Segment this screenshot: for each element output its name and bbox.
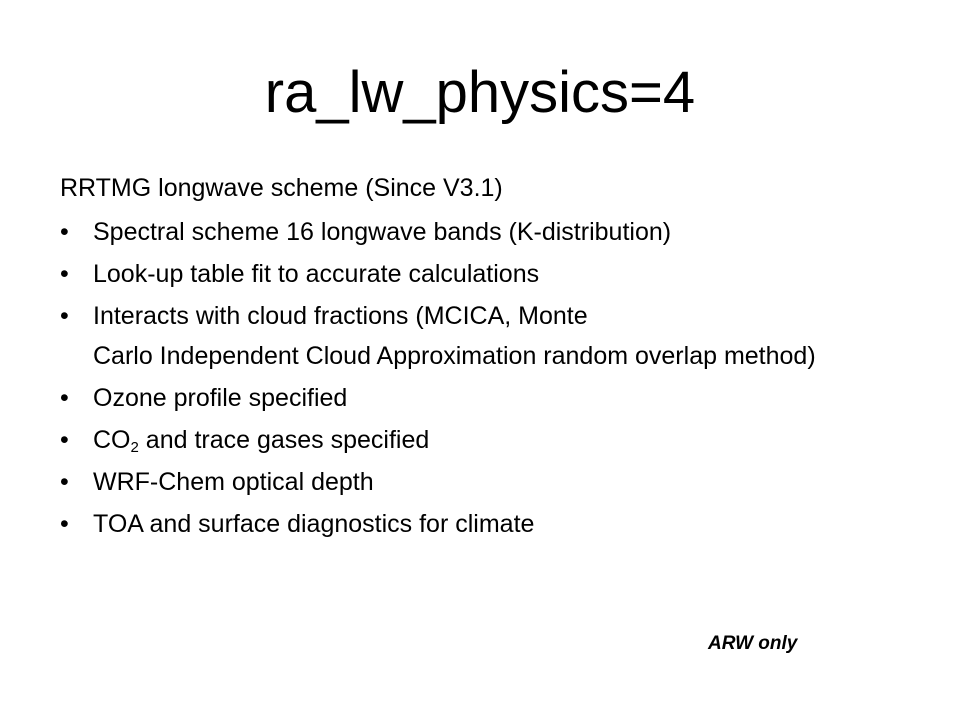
intro-line: RRTMG longwave scheme (Since V3.1) [60,174,503,202]
bullet-marker: • [60,260,69,288]
bullet-item [60,426,900,454]
bullet-item [60,510,900,538]
bullet-text: and trace gases specified [138,426,430,454]
bullet-list [60,218,900,552]
bullet-item [60,218,900,246]
bullet-item [60,260,900,288]
co2-prefix: CO [93,426,131,454]
slide-title: ra_lw_physics=4 [264,60,696,125]
bullet-marker: • [60,468,69,496]
bullet-item [60,302,900,370]
bullet-text: TOA and surface diagnostics for climate [93,510,535,538]
bullet-text: Look-up table fit to accurate calculations [93,260,540,288]
bullet-marker: • [60,384,69,412]
bullet-text: Ozone profile specified [93,384,348,412]
bullet-marker: • [60,302,69,330]
bullet-marker: • [60,426,69,454]
bullet-item [60,384,900,412]
bullet-item [60,468,900,496]
bullet-marker: • [60,218,69,246]
bullet-text: Spectral scheme 16 longwave bands (K-distribution) [93,218,672,246]
bullet-text: Interacts with cloud fractions (MCICA, Monte [93,302,588,330]
bullet-marker: • [60,510,69,538]
bullet-text: WRF-Chem optical depth [93,468,374,496]
bullet-continuation: Carlo Independent Cloud Approximation random overlap method) [93,342,816,370]
footer-note: ARW only [708,633,798,654]
co2-subscript: 2 [130,439,139,456]
